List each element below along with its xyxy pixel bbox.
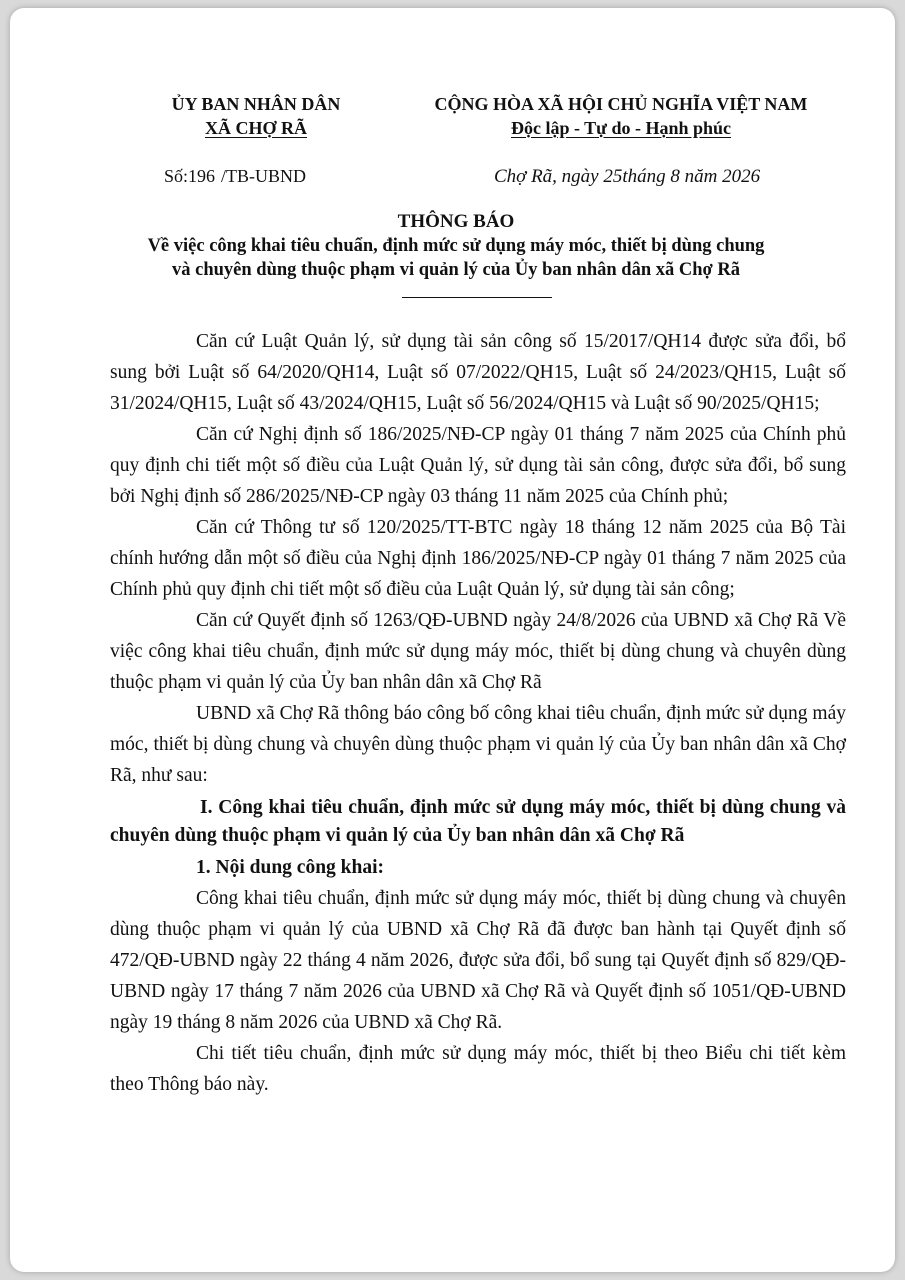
legal-basis-paragraph-2: Căn cứ Nghị định số 186/2025/NĐ-CP ngày 01 tháng 7 năm 2025 của Chính phủ quy định chi tiết một số điều của Luật Quản lý, sử dụng tài sản công, được sửa đổi, bổ sung bởi Nghị định số 286/2025/NĐ-CP ngày 03 tháng 11 năm 2025 của Chính phủ; xyxy=(110,424,846,507)
legal-basis-paragraph-4: Căn cứ Quyết định số 1263/QĐ-UBND ngày 24/8/2026 của UBND xã Chợ Rã Về việc công khai tiêu chuẩn, định mức sử dụng máy móc, thiết bị dùng chung và chuyên dùng thuộc phạm vi quản lý của Ủy ban nhân dân xã Chợ Rã xyxy=(110,610,846,693)
national-motto: Độc lập - Tự do - Hạnh phúc xyxy=(510,118,732,138)
document-title xyxy=(70,210,842,282)
org-line-2: XÃ CHỢ RÃ xyxy=(205,118,307,138)
legal-basis-paragraph-1: Căn cứ Luật Quản lý, sử dụng tài sản công số 15/2017/QH14 được sửa đổi, bổ sung bởi Luật số 64/2020/QH14, Luật số 07/2022/QH15, Luật số 24/2023/QH15, Luật số 31/2024/QH15, Luật số 43/2024/QH15, Luật số 56/2024/QH15 và Luật số 90/2025/QH15; xyxy=(110,331,846,414)
national-header xyxy=(410,92,832,140)
doc-no-value: 196 xyxy=(188,166,216,186)
section-heading-1: I. Công khai tiêu chuẩn, định mức sử dụng máy móc, thiết bị dùng chung và chuyên dùng thuộc phạm vi quản lý của Ủy ban nhân dân xã Chợ Rã xyxy=(110,797,846,846)
place-and-date: Chợ Rã, ngày 25tháng 8 năm 2026 xyxy=(494,166,761,187)
document-body xyxy=(110,326,846,1100)
document-number xyxy=(164,166,306,187)
legal-basis-paragraph-3: Căn cứ Thông tư số 120/2025/TT-BTC ngày 18 tháng 12 năm 2025 của Bộ Tài chính hướng dẫn một số điều của Nghị định 186/2025/NĐ-CP ngày 01 tháng 7 năm 2025 của Chính phủ quy định chi tiết một số điều của Luật Quản lý, sử dụng tài sản công; xyxy=(110,517,846,600)
title-subject-line-2: và chuyên dùng thuộc phạm vi quản lý của Ủy ban nhân dân xã Chợ Rã xyxy=(172,260,740,280)
title-subject-line-1: Về việc công khai tiêu chuẩn, định mức sử dụng máy móc, thiết bị dùng chung xyxy=(147,236,765,256)
country-name: CỘNG HÒA XÃ HỘI CHỦ NGHĨA VIỆT NAM xyxy=(434,94,808,114)
doc-no-prefix: Số: xyxy=(164,166,189,186)
issuing-authority xyxy=(150,92,362,140)
subsection-heading-1: 1. Nội dung công khai: xyxy=(196,857,385,878)
announcement-paragraph: UBND xã Chợ Rã thông báo công bố công khai tiêu chuẩn, định mức sử dụng máy móc, thiết bị dùng chung và chuyên dùng thuộc phạm vi quản lý của Ủy ban nhân dân xã Chợ Rã, như sau: xyxy=(110,703,846,786)
title-underline-rule xyxy=(402,297,552,298)
org-line-1: ỦY BAN NHÂN DÂN xyxy=(171,94,341,114)
doc-no-suffix: /TB-UBND xyxy=(221,166,307,186)
content-paragraph-1: Công khai tiêu chuẩn, định mức sử dụng máy móc, thiết bị dùng chung và chuyên dùng thuộc phạm vi quản lý của UBND xã Chợ Rã đã được ban hành tại Quyết định số 472/QĐ-UBND ngày 22 tháng 4 năm 2026, được sửa đổi, bổ sung tại Quyết định số 829/QĐ-UBND ngày 17 tháng 7 năm 2026 của UBND xã Chợ Rã và Quyết định số 1051/QĐ-UBND ngày 19 tháng 8 năm 2026 của UBND xã Chợ Rã. xyxy=(110,888,846,1033)
title-main: THÔNG BÁO xyxy=(397,211,515,232)
content-paragraph-2: Chi tiết tiêu chuẩn, định mức sử dụng máy móc, thiết bị theo Biểu chi tiết kèm theo Thông báo này. xyxy=(110,1043,846,1095)
document-page xyxy=(10,8,895,1272)
